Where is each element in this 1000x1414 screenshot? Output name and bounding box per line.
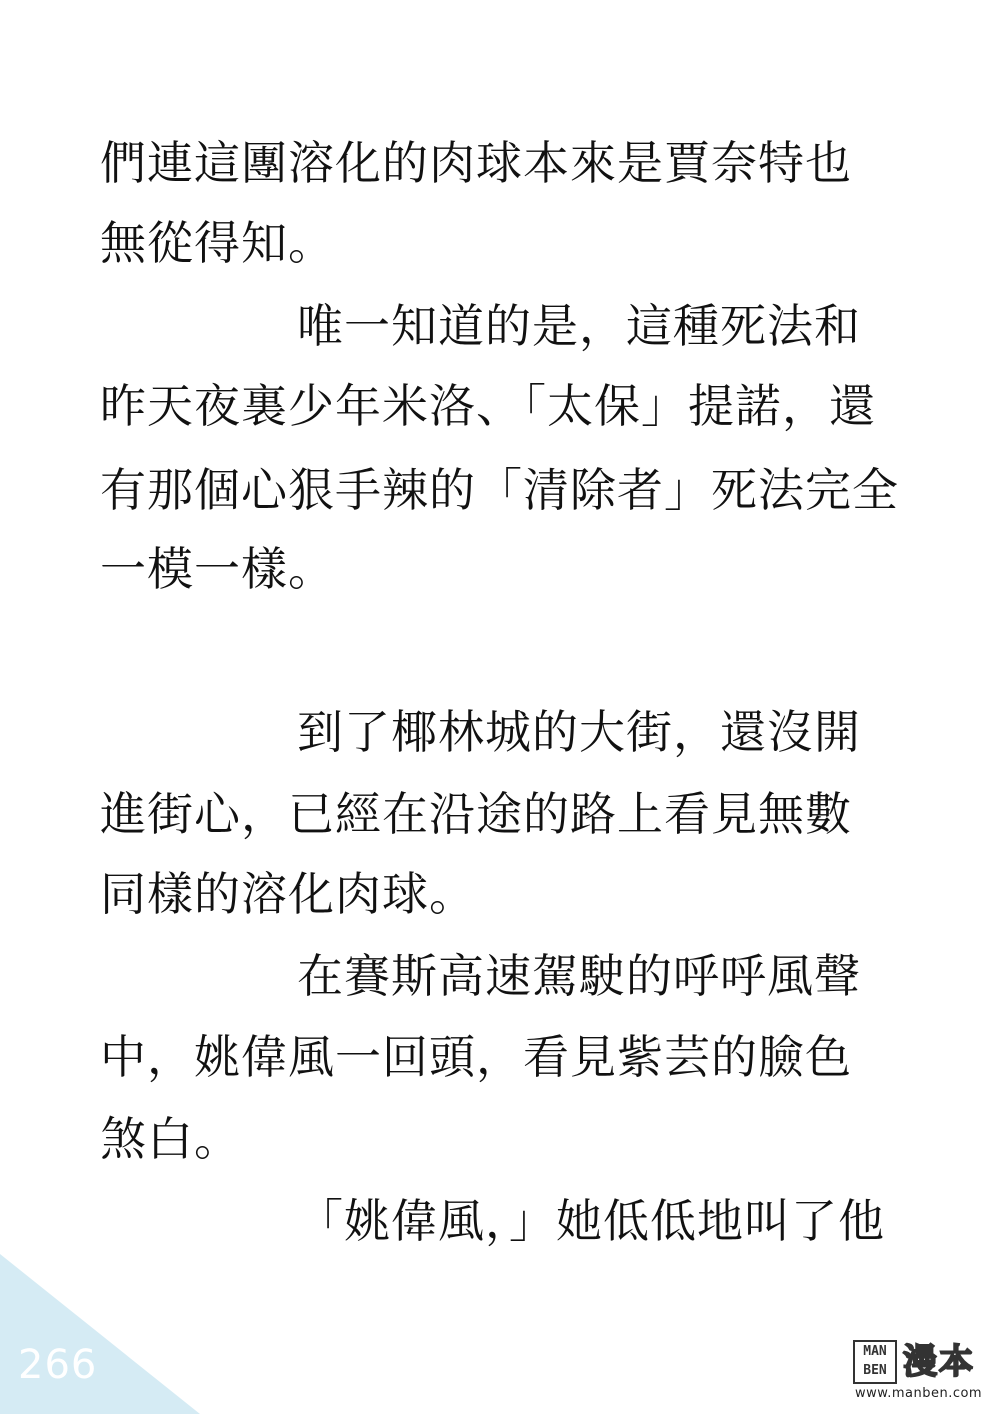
watermark-url: www.manben.com <box>855 1386 983 1401</box>
text-line: 無從得知。 <box>100 216 335 270</box>
text-line: 中，姚偉風一回頭，看見紫芸的臉色 <box>100 1030 852 1084</box>
page-number: 266 <box>18 1342 98 1388</box>
watermark-logo-icon: MAN BEN <box>853 1340 897 1384</box>
text-line: 到了椰林城的大街，還沒開 <box>297 705 861 759</box>
text-line: 在賽斯高速駕駛的呼呼風聲 <box>297 949 861 1003</box>
text-line: 「姚偉風，」她低低地叫了他 <box>297 1194 885 1248</box>
text-line: 唯一知道的是，這種死法和 <box>297 299 861 353</box>
text-line: 同樣的溶化肉球。 <box>100 867 476 921</box>
text-line: 有那個心狠手辣的「清除者」死法完全 <box>100 463 899 517</box>
text-line: 昨天夜裏少年米洛、「太保」提諾，還 <box>100 379 876 433</box>
text-line: 進街心，已經在沿途的路上看見無數 <box>100 787 852 841</box>
watermark <box>853 1340 993 1408</box>
text-line: 一模一樣。 <box>100 542 335 596</box>
text-line: 煞白。 <box>100 1112 241 1166</box>
text-line: 們連這團溶化的肉球本來是賈奈特也 <box>100 136 852 190</box>
watermark-name: 漫本 <box>903 1342 975 1382</box>
corner-decoration <box>0 1254 200 1414</box>
